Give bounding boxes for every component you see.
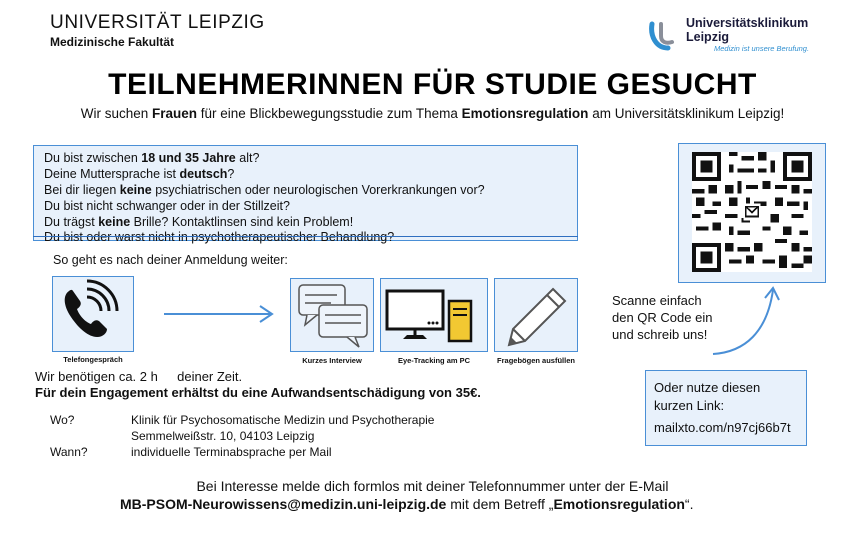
page-subtitle xyxy=(0,106,865,121)
step-label: Kurzes Interview xyxy=(302,356,362,365)
short-link-url[interactable]: mailxto.com/n97cj66b7t xyxy=(654,420,791,435)
step-questionnaire-box xyxy=(494,278,578,352)
requirement-line: Du bist oder warst nicht in psychotherapeutischer Behandlung? xyxy=(44,230,395,244)
when-value: individuelle Terminabsprache per Mail xyxy=(131,445,332,459)
contact-intro: Bei Interesse melde dich formlos mit deiner Telefonnummer unter der E-Mail xyxy=(196,478,669,494)
speech-bubbles-icon xyxy=(291,279,375,353)
requirement-line: Du trägst keine Brille? Kontaktlinsen sind kein Problem! xyxy=(44,215,354,229)
university-name: UNIVERSITÄT LEIPZIG xyxy=(50,12,265,33)
contact-subject: Emotionsregulation xyxy=(553,496,685,512)
requirement-line: Bei dir liegen keine psychiatrischen oder neurologischen Vorerkrankungen vor? xyxy=(44,183,485,197)
qr-instruction xyxy=(612,292,712,343)
clinic-name-line2: Leipzig xyxy=(686,30,730,44)
arrow-right-icon xyxy=(160,304,278,324)
subtitle-part1: Wir suchen xyxy=(80,106,152,121)
short-link-line1: Oder nutze diesen xyxy=(654,380,761,395)
qr-box xyxy=(678,143,826,283)
time-info-post: deiner Zeit. xyxy=(177,369,243,384)
short-link-line2: kurzen Link: xyxy=(654,398,725,413)
contact-subject-post: “. xyxy=(684,496,694,512)
time-info-pre: Wir benötigen ca. 2 h xyxy=(35,369,158,384)
pencil-icon xyxy=(495,279,579,353)
qr-code-icon[interactable] xyxy=(692,152,812,272)
step-label: Fragebögen ausfüllen xyxy=(497,356,575,365)
requirement-line: Du bist nicht schwanger oder in der Stillzeit? xyxy=(44,199,290,213)
where-line2: Semmelweißstr. 10, 04103 Leipzig xyxy=(131,429,315,443)
clinic-slogan: Medizin ist unsere Berufung. xyxy=(714,44,810,53)
subtitle-part2: für eine Blickbewegungsstudie zum Thema xyxy=(197,106,462,121)
requirement-line: Du bist zwischen 18 und 35 Jahre alt? xyxy=(44,151,260,165)
contact-subject-pre: mit dem Betreff „ xyxy=(446,496,554,512)
steps-title: So geht es nach deiner Anmeldung weiter: xyxy=(53,253,288,267)
short-link-box xyxy=(645,370,807,446)
page-title: TEILNEHMERINNEN FÜR STUDIE GESUCHT xyxy=(108,68,757,101)
time-info xyxy=(35,369,242,384)
faculty-name: Medizinische Fakultät xyxy=(50,35,175,49)
qr-instruction-line2: den QR Code ein xyxy=(612,310,713,325)
where-label: Wo? xyxy=(50,413,75,427)
clinic-logo-icon xyxy=(648,20,682,52)
step-label: Eye-Tracking am PC xyxy=(397,356,471,365)
compensation-info: Für dein Engagement erhältst du eine Aufwandsentschädigung von 35€. xyxy=(35,385,481,400)
where-line1: Klinik für Psychosomatische Medizin und Psychotherapie xyxy=(131,413,435,427)
clinic-name xyxy=(686,16,808,44)
when-label: Wann? xyxy=(50,445,88,459)
qr-instruction-line3: und schreib uns! xyxy=(612,327,708,342)
contact-line xyxy=(120,496,693,512)
step-phone-box xyxy=(52,276,134,352)
requirements-box xyxy=(33,145,578,244)
computer-icon xyxy=(381,279,489,353)
subtitle-part3: am Universitätsklinikum Leipzig! xyxy=(588,106,785,121)
curved-arrow-icon xyxy=(705,282,785,360)
phone-icon xyxy=(53,277,135,353)
step-interview-box xyxy=(290,278,374,352)
qr-instruction-line1: Scanne einfach xyxy=(612,293,702,308)
clinic-name-line1: Universitätsklinikum xyxy=(686,16,809,30)
requirements-divider xyxy=(33,236,578,237)
step-label: Telefongespräch xyxy=(63,355,123,364)
contact-email[interactable]: MB-PSOM-Neurowissens@medizin.uni-leipzig.de xyxy=(120,496,447,512)
step-eyetracking-box xyxy=(380,278,488,352)
subtitle-bold2: Emotionsregulation xyxy=(461,106,589,121)
subtitle-bold1: Frauen xyxy=(152,106,198,121)
requirement-line: Deine Muttersprache ist deutsch? xyxy=(44,167,235,181)
